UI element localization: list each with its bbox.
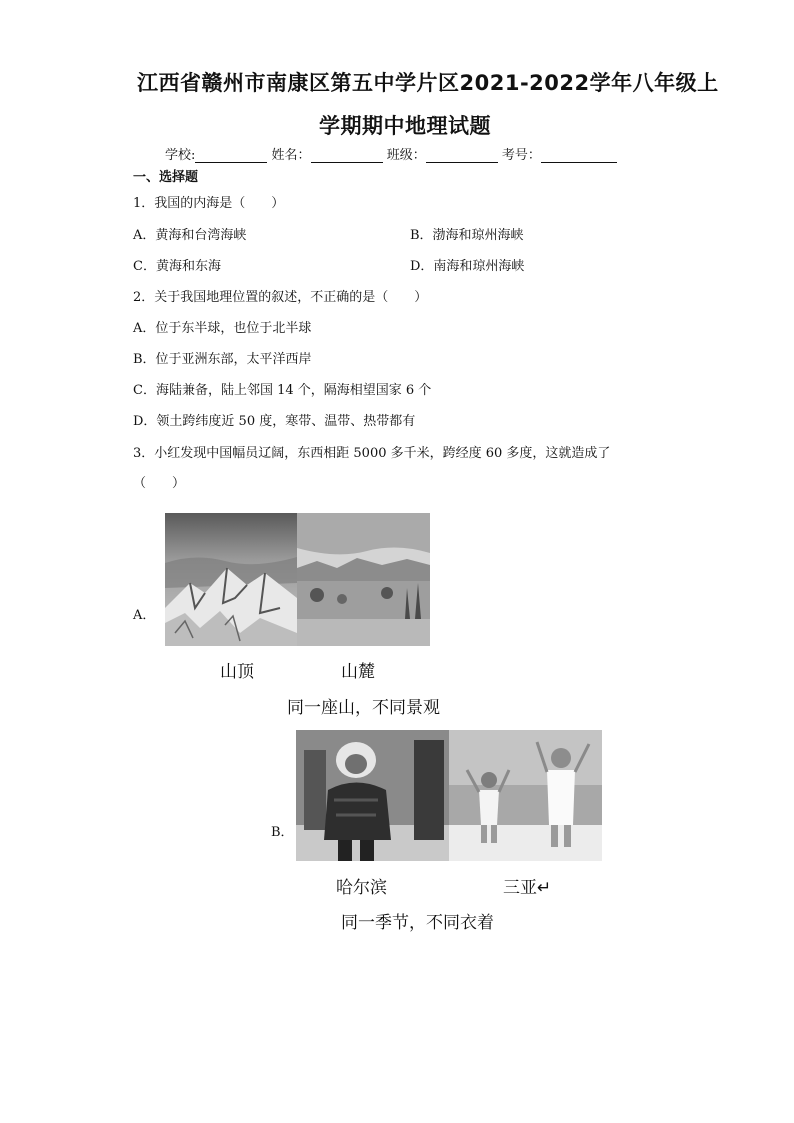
question-1-option-d[interactable]: D．南海和琼州海峡	[410, 259, 525, 274]
school-label: 学校:	[165, 148, 196, 163]
mountain-top-caption: 山顶	[220, 662, 254, 682]
option-a-caption: 同一座山，不同景观	[287, 698, 440, 718]
mountain-foot-photo	[297, 513, 430, 646]
name-blank[interactable]	[311, 148, 383, 163]
sanya-photo	[449, 730, 602, 861]
school-blank[interactable]	[195, 148, 267, 163]
question-2-option-b[interactable]: B．位于亚洲东部，太平洋西岸	[133, 352, 312, 367]
section-heading: 一、选择题	[133, 170, 199, 185]
question-1-option-b[interactable]: B．渤海和琼州海峡	[410, 228, 524, 243]
question-1-option-c[interactable]: C．黄海和东海	[133, 259, 221, 274]
question-2-option-a[interactable]: A．位于东半球，也位于北半球	[133, 321, 312, 336]
sanya-caption: 三亚↵	[503, 878, 552, 898]
harbin-photo	[296, 730, 449, 861]
exam-no-blank[interactable]	[541, 148, 617, 163]
mountain-top-photo	[165, 513, 297, 646]
question-2-option-c[interactable]: C．海陆兼备，陆上邻国 14 个，隔海相望国家 6 个	[133, 383, 432, 398]
question-2-option-d[interactable]: D．领土跨纬度近 50 度，寒带、温带、热带都有	[133, 414, 416, 429]
question-1-option-a[interactable]: A．黄海和台湾海峡	[133, 228, 247, 243]
harbin-caption: 哈尔滨	[336, 878, 387, 898]
student-info-line	[165, 144, 617, 163]
question-3-stem-line2: （ ）	[133, 476, 186, 491]
option-b-caption: 同一季节，不同衣着	[341, 913, 494, 933]
page-title-line2: 学期期中地理试题	[319, 114, 491, 138]
question-3-stem-line1: 3．小红发现中国幅员辽阔，东西相距 5000 多千米，跨经度 60 多度，这就造成了	[133, 446, 611, 461]
question-3-option-b-label[interactable]: B．	[271, 825, 294, 840]
name-label: 姓名：	[271, 148, 311, 163]
class-label: 班级：	[386, 148, 426, 163]
question-1-stem: 1．我国的内海是（ ）	[133, 196, 285, 211]
question-3-option-a-label[interactable]: A．	[133, 608, 156, 623]
page-title-line1: 江西省赣州市南康区第五中学片区2021-2022学年八年级上	[137, 71, 719, 95]
mountain-foot-caption: 山麓	[341, 662, 375, 682]
question-2-stem: 2．关于我国地理位置的叙述，不正确的是（ ）	[133, 290, 428, 305]
class-blank[interactable]	[426, 148, 498, 163]
exam-no-label: 考号：	[501, 148, 541, 163]
